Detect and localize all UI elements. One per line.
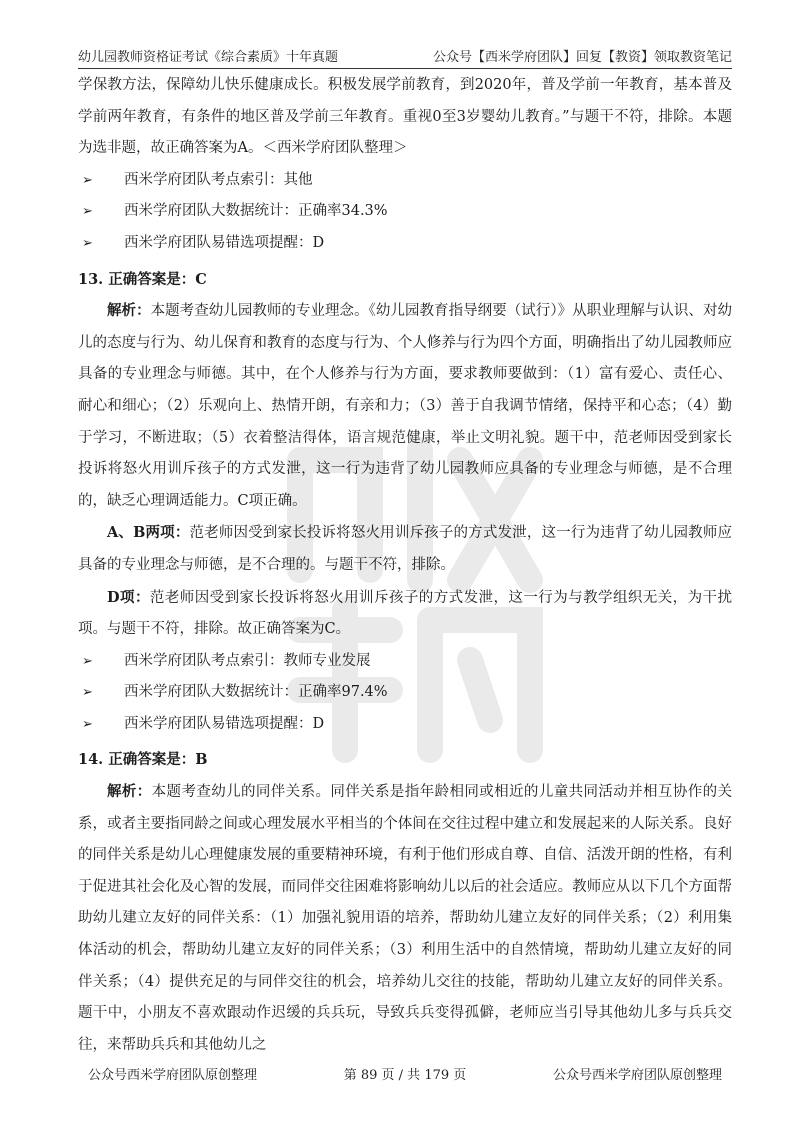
list-item: ➢ 西米学府团队易错选项提醒：D [78,709,732,741]
arrow-bullet-icon: ➢ [82,653,93,669]
arrow-bullet-icon: ➢ [82,716,93,732]
question-13-analysis: 解析：本题考查幼儿园教师的专业理念。《幼儿园教育指导纲要（试行）》从职业理解与认识、对幼儿的态度与行为、幼儿保育和教育的态度与行为、个人修养与行为四个方面，明确指出了幼儿园教师应具备的专业理念与师德。其中，在个人修养与行为方面，要求教师要做到：（1）富有爱心、责任心、耐心和细心；（2）乐观向上、热情开朗，有亲和力；（3）善于自我调节情绪，保持平和心态；（4）勤于学习，不断进取；（5）衣着整洁得体，语言规范健康，举止文明礼貌。题干中，范老师因受到家长投诉将怒火用训斥孩子的方式发泄，这一行为违背了幼儿园教师应具备的专业理念与师德，是不合理的，缺乏心理调适能力。C项正确。 [78,302,733,509]
page-footer [78,1064,732,1088]
question-13-heading: 13. 正确答案是：C [78,270,207,288]
list-item: ➢ 西米学府团队考点索引：教师专业发展 [78,646,732,678]
header-right-promo: 公众号【西米学府团队】回复【教资】领取教资笔记 [432,50,732,65]
document-body [78,70,732,1061]
footer-right: 公众号西米学府团队原创整理 [552,1068,722,1083]
arrow-bullet-icon: ➢ [82,235,93,251]
question-14-analysis: 解析：本题考查幼儿的同伴关系。同伴关系是指年龄相同或相近的儿童共同活动并相互协作的关系，或者主要指同龄之间或心理发展水平相当的个体间在交往过程中建立和发展起来的人际关系。良好的同伴关系是幼儿心理健康发展的重要精神环境，有利于他们形成自尊、自信、活泼开朗的性格，有利于促进其社会化及心智的发展，而同伴交往困难将影响幼儿以后的社会适应。教师应从以下几个方面帮助幼儿建立友好的同伴关系：（1）加强礼貌用语的培养，帮助幼儿建立友好的同伴关系；（2）利用集体活动的机会，帮助幼儿建立友好的同伴关系；（3）利用生活中的自然情境，帮助幼儿建立友好的同伴关系；（4）提供充足的与同伴交往的机会，培养幼儿交往的技能，帮助幼儿建立友好的同伴关系。题干中，小朋友不喜欢跟动作迟缓的兵兵玩，导致兵兵变得孤僻，老师应当引导其他幼儿多与兵兵交往，来帮助兵兵和其他幼儿之 [78,783,732,1053]
arrow-bullet-icon: ➢ [82,685,93,701]
footer-left: 公众号西米学府团队原创整理 [88,1068,258,1083]
arrow-bullet-icon: ➢ [82,172,93,188]
question-13-d-option: D项：范老师因受到家长投诉将怒火用训斥孩子的方式发泄，这一行为与教学组织无关，为干扰项。与题干不符，排除。故正确答案为C。 [78,588,732,638]
list-item: ➢ 西米学府团队易错选项提醒：D [78,228,732,260]
question-13-ab-options: A、B两项：范老师因受到家长投诉将怒火用训斥孩子的方式发泄，这一行为违背了幼儿园教师应具备的专业理念与师德，是不合理的。与题干不符，排除。 [78,524,732,573]
question-14-heading: 14. 正确答案是：B [78,751,208,769]
header-left-title: 幼儿园教师资格证考试《综合素质》十年真题 [78,50,339,65]
list-item: ➢ 西米学府团队考点索引：其他 [78,165,732,197]
page-header [78,40,732,69]
list-item: ➢ 西米学府团队大数据统计：正确率34.3% [78,196,732,228]
arrow-bullet-icon: ➢ [82,204,93,220]
intro-paragraph: 学保教方法，保障幼儿快乐健康成长。积极发展学前教育，到2020年，普及学前一年教育，基本普及学前两年教育，有条件的地区普及学前三年教育。重视0至3岁婴幼儿教育。”与题干不符，排除。本题为选非题，故正确答案为A。＜西米学府团队整理＞ [78,77,732,157]
page-number: 第 89 页 / 共 179 页 [343,1068,467,1083]
list-item: ➢ 西米学府团队大数据统计：正确率97.4% [78,677,732,709]
